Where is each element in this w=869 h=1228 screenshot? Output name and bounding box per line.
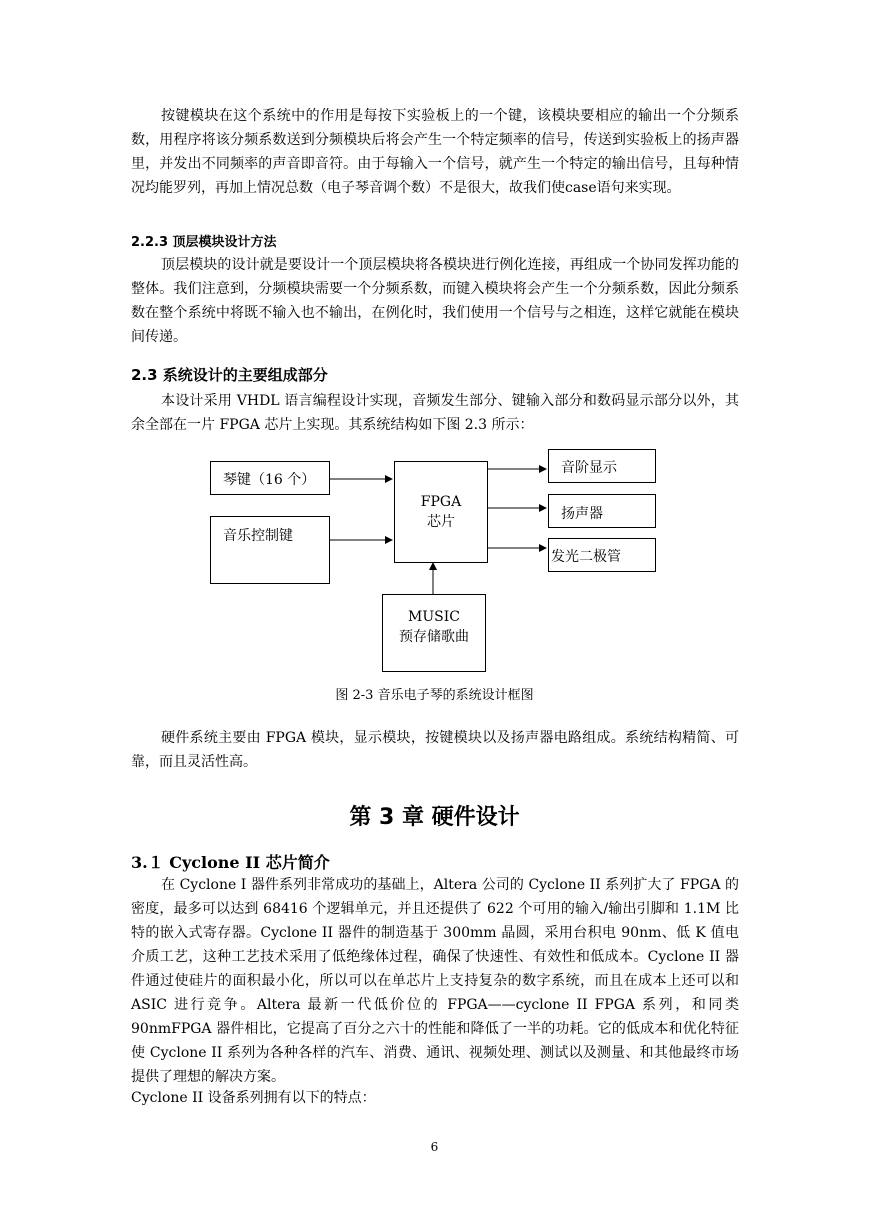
page-number: 6 [430, 1140, 439, 1154]
heading-2-3: 2.3 系统设计的主要组成部分 [131, 366, 328, 384]
led-box [548, 538, 656, 572]
keys-box [210, 461, 330, 495]
paragraph-keypad-module: 按键模块在这个系统中的作用是每按下实验板上的一个键，该模块要相应的输出一个分频系数，用程序将该分频系数送到分频模块后将会产生一个特定频率的信号，传送到实验板上的扬声器里，并发出不同频率的声音即音符。由于每输入一个信号，就产生一个特定的输出信号，且每种情况均能罗列，再加上情况总数（电子琴音调个数）不是很大，故我们使case语句来实现。 [131, 108, 739, 196]
scale-display-label: 音阶显示 [561, 460, 617, 476]
stored-songs-label: 预存储歌曲 [399, 629, 469, 645]
paragraph-cyclone-ii: 在 Cyclone I 器件系列非常成功的基础上，Altera 公司的 Cyclone II 系列扩大了 FPGA 的密度，最多可以达到 68416 个逻辑单元，并且还提供了 622 个可用的输入/输出引脚和 1.1M 比特的嵌入式寄存器。Cyclone II 器件的制造基于 300mm 晶圆，采用台积电 90nm、低 K 值电介质工艺，这种工艺技术采用了低绝缘体过程，确保了快速性、有效性和低成本。Cyclone II 器件通过使硅片的面积最小化，所以可以在单芯片上支持复杂的数字系统，而且在成本上还可以和 ASIC 进行竞争。Altera 最新一代低价位的 FPGA——cyclone II FPGA 系列，和同类 90nmFPGA 器件相比，它提高了百分之六十的性能和降低了一半的功耗。它的低成本和优化特征使 Cyclone II 系列为各种各样的汽车、消费、通讯、视频处理、测试以及测量、和其他最终市场提供了理想的解决方案。 [131, 877, 739, 1085]
speaker-box [548, 494, 656, 528]
heading-3-1: 3.１ Cyclone II 芯片简介 [131, 853, 330, 872]
keys-label: 琴键（16 个） [223, 472, 316, 488]
led-label: 发光二极管 [551, 549, 621, 565]
chip-label: 芯片 [427, 514, 455, 530]
figure-caption: 图 2-3 音乐电子琴的系统设计框图 [335, 688, 534, 703]
scale-display-box [548, 449, 656, 483]
system-block-diagram [200, 445, 670, 680]
paragraph-system-design: 本设计采用 VHDL 语言编程设计实现，音频发生部分、键输入部分和数码显示部分以外，其余全部在一片 FPGA 芯片上实现。其系统结构如下图 2.3 所示： [131, 393, 739, 433]
fpga-label: FPGA [420, 494, 462, 510]
paragraph-hardware-system: 硬件系统主要由 FPGA 模块，显示模块，按键模块以及扬声器电路组成。系统结构精简、可靠，而且灵活性高。 [131, 730, 739, 770]
paragraph-top-module: 顶层模块的设计就是要设计一个顶层模块将各模块进行例化连接，再组成一个协同发挥功能的整体。我们注意到，分频模块需要一个分频系数，而键入模块将会产生一个分频系数，因此分频系数在整个系统中将既不输入也不输出，在例化时，我们使用一个信号与之相连，这样它就能在模块间传递。 [131, 257, 739, 345]
paragraph-features-intro: Cyclone II 设备系列拥有以下的特点： [131, 1090, 376, 1106]
music-control-box [210, 516, 330, 584]
speaker-label: 扬声器 [561, 506, 603, 522]
music-label: MUSIC [408, 609, 460, 625]
chapter-title: 第 3 章 硬件设计 [349, 805, 520, 830]
music-storage-box [382, 594, 486, 672]
fpga-chip-box [394, 461, 488, 563]
heading-2-2-3: 2.2.3 顶层模块设计方法 [131, 235, 277, 250]
music-control-label: 音乐控制键 [223, 528, 293, 544]
